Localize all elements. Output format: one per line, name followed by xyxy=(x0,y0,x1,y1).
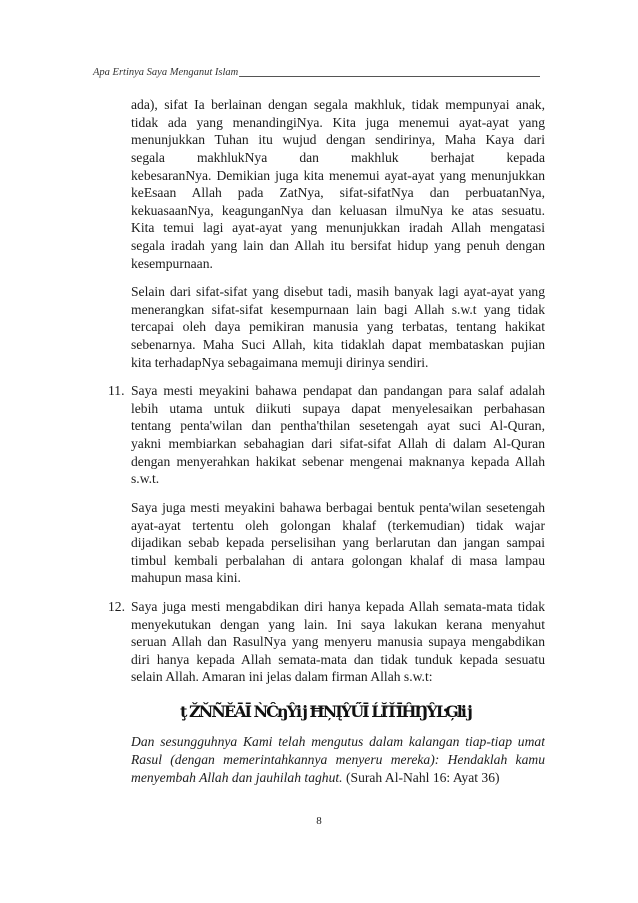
text-line: tidak ada yang menandingiNya. Kita juga menemui ayat-ayat yang xyxy=(131,114,545,130)
text-line: kita terhadapNya sebagaimana memuji dirinya sendiri. xyxy=(131,354,429,370)
paragraph xyxy=(93,499,545,587)
text-line: Saya mesti meyakini bahawa pendapat dan pandangan para salaf adalah xyxy=(131,383,545,399)
text-line: sebenarnya. Maha Suci Allah, kita tidaklah dapat membataskan pujian xyxy=(131,337,545,352)
text-line: ada), sifat Ia berlainan dengan segala makhluk, tidak mempunyai anak, xyxy=(131,97,545,113)
page-number: 8 xyxy=(316,815,322,827)
text-line: Dan sesungguhnya Kami telah mengutus dalam kalangan tiap-tiap umat xyxy=(131,733,545,749)
text-line: ayat-ayat tertentu oleh golongan khalaf (terkemudian) tidak wajar xyxy=(131,517,545,533)
text-line: selain Allah. Amaran ini jelas dalam firman Allah s.w.t: xyxy=(131,669,433,685)
text-line: Saya juga mesti mengabdikan diri hanya kepada Allah semata-mata tidak xyxy=(131,599,545,614)
list-item xyxy=(93,598,545,686)
text-line: lebih utama untuk diikuti supaya dapat menyelesaikan perbahasan xyxy=(131,400,545,416)
verse-reference: (Surah Al-Nahl 16: Ayat 36) xyxy=(345,769,500,785)
text-line: yakni membiarkan sebahagian dari sifat-sifat Allah di dalam Al-Quran xyxy=(131,436,545,452)
text-line: s.w.t. xyxy=(131,471,160,487)
text-line: tercapai oleh daya pemikiran manusia yang terbatas, tentang hakikat xyxy=(131,319,545,335)
text-line: menyekutukan dengan yang lain. Ini saya lakukan kerana menyahut xyxy=(131,616,545,632)
item-number: 12. xyxy=(108,599,125,614)
header-rule xyxy=(239,76,540,77)
text-line: segala makhlukNya dan makhluk berhajat kepada xyxy=(131,149,545,165)
text-line: segala iradah yang lain dan Allah itu bersifat hidup yang penuh dengan xyxy=(131,237,545,253)
header-title: Apa Ertinya Saya Menganut Islam xyxy=(93,67,239,78)
arabic-verse: ţ ŽŇÑĚĀĪ ǸĈŋŶĳ ĦŅĮŶŰĪ ĹĬŤĪĤŊŶĿĢŀĳ xyxy=(180,701,471,721)
text-line: dijadikan sebab kepada perselisihan yang berlarutan dan jangan sampai xyxy=(131,535,545,551)
text-line: kebesaranNya. Demikian juga kita menemui ayat-ayat yang menunjukkan xyxy=(131,167,545,183)
text-line: kekuasaanNya, keagunganNya dan keluasan ilmuNya ke atas sesuatu. xyxy=(131,202,545,218)
text-line: Kita temui lagi ayat-ayat yang menunjukkan iradah Allah mengatasi xyxy=(131,220,545,236)
paragraph xyxy=(93,283,545,371)
text-line: Rasul (dengan memerintahkannya menyeru mereka): Hendaklah kamu xyxy=(131,751,545,767)
text-line: Saya juga mesti meyakini bahawa berbagai bentuk penta'wilan sesetengah xyxy=(131,499,545,515)
text-line: dengan menyerahkan hakikat sebenar mengenai maknanya kepada Allah xyxy=(131,453,545,469)
text-line: keEsaan Allah pada ZatNya, sifat-sifatNya dan perbuatanNya, xyxy=(131,185,545,201)
text-line: menunjukkan Tuhan itu wujud dengan sendirinya, Maha Kaya dari xyxy=(131,132,545,148)
text-line: menerangkan sifat-sifat kesempurnaan lain bagi Allah s.w.t yang tidak xyxy=(131,301,545,317)
text-line: mahupun masa kini. xyxy=(131,570,241,586)
text-line: kesempurnaan. xyxy=(131,255,213,271)
paragraph xyxy=(93,96,545,272)
list-item xyxy=(93,382,545,488)
text-line: tentang penta'wilan dan pentha'thilan sesetengah ayat suci Al-Quran, xyxy=(131,418,545,434)
verse-translation xyxy=(93,733,545,787)
text-line-italic: menyembah Allah dan jauhilah taghut. xyxy=(131,769,343,785)
page-content xyxy=(93,96,545,787)
text-line: seruan Allah dan RasulNya yang menyeru manusia supaya mengabdikan xyxy=(131,634,545,650)
text-line xyxy=(131,769,545,787)
text-line: Selain dari sifat-sifat yang disebut tadi, masih banyak lagi ayat-ayat yang xyxy=(131,284,545,300)
text-line: diri hanya kepada Allah semata-mata dan tidak tunduk kepada sesuatu xyxy=(131,651,545,667)
running-header xyxy=(93,66,540,79)
item-number: 11. xyxy=(108,383,125,399)
text-line: timbul kembali perbalahan di antara golongan khalaf di masa lampau xyxy=(131,552,545,568)
